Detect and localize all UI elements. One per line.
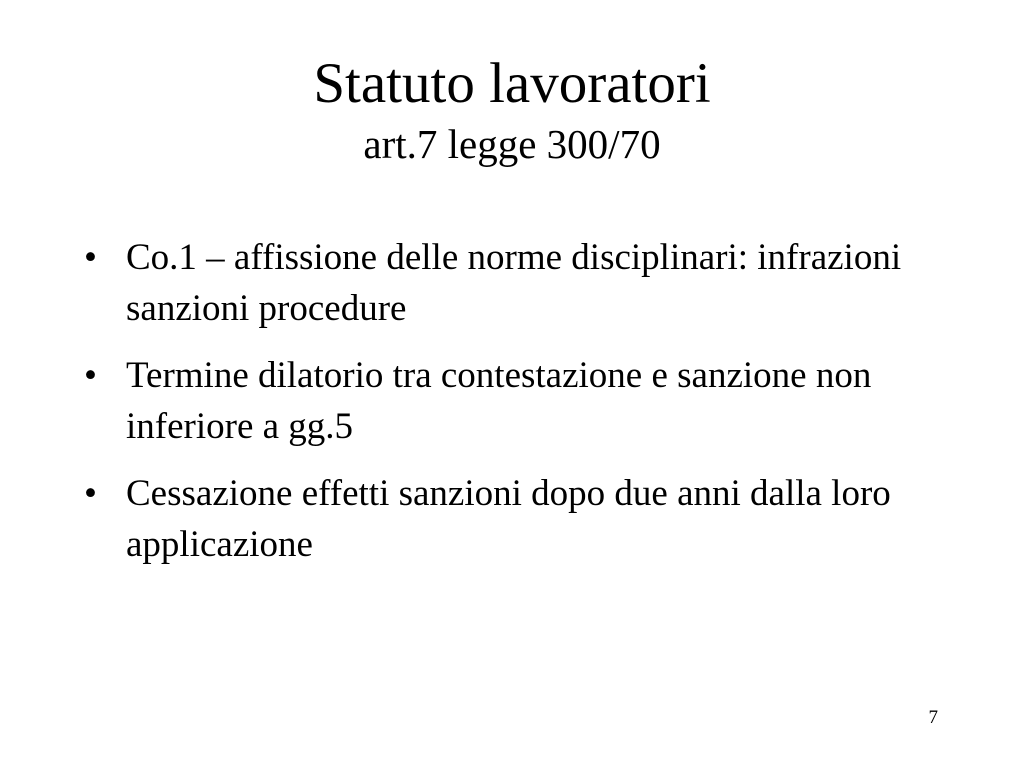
bullet-item <box>84 232 924 334</box>
bullet-marker: • <box>84 355 97 396</box>
bullet-marker: • <box>84 473 97 514</box>
page-number: 7 <box>928 707 938 728</box>
bullet-text: Co.1 – affissione delle norme disciplinari: infrazioni sanzioni procedure <box>126 237 902 329</box>
bullet-text: Termine dilatorio tra contestazione e sanzione non inferiore a gg.5 <box>126 355 872 447</box>
title-block <box>0 50 1024 170</box>
bullet-item <box>84 468 924 570</box>
slide-title: Statuto lavoratori <box>313 52 711 115</box>
slide-subtitle: art.7 legge 300/70 <box>363 121 661 167</box>
bullet-text: Cessazione effetti sanzioni dopo due anni dalla loro applicazione <box>126 473 891 565</box>
bullet-marker: • <box>84 237 97 278</box>
bullet-item <box>84 350 924 452</box>
bullet-list <box>84 232 924 586</box>
